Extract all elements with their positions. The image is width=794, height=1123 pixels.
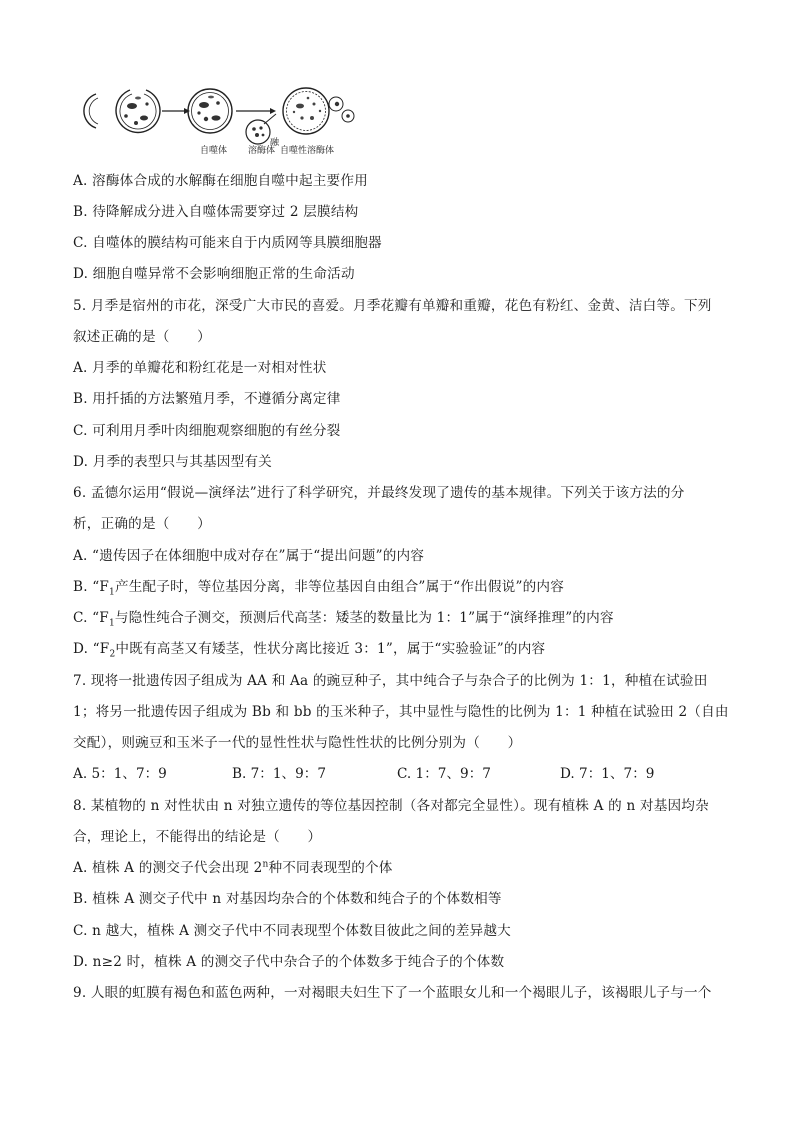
q8-stem-line-2: 合，理论上，不能得出的结论是（ ）	[73, 829, 322, 845]
q9-stem-line-1: 9. 人眼的虹膜有褐色和蓝色两种，一对褐眼夫妇生下了一个蓝眼女儿和一个褐眼儿子，该褐眼儿子与一个	[73, 985, 712, 1001]
q8-option-b: B. 植株 A 测交子代中 n 对基因均杂合的个体数和纯合子的个体数相等	[73, 891, 502, 907]
q7-option-c: C. 1：7、9：7	[397, 766, 491, 782]
q7-stem-line-1: 7. 现将一批遗传因子组成为 AA 和 Aa 的豌豆种子，其中纯合子与杂合子的比例为 1：1，种植在试验田	[73, 673, 708, 689]
q6-stem-line-2: 析，正确的是（ ）	[73, 516, 211, 532]
q7-stem-line-3: 交配），则豌豆和玉米子一代的显性性状与隐性性状的比例分别为（ ）	[73, 735, 522, 751]
q5-option-c: C. 可利用月季叶肉细胞观察细胞的有丝分裂	[73, 423, 341, 439]
q7-option-a: A. 5：1、7：9	[73, 766, 167, 782]
q5-option-b: B. 用扦插的方法繁殖月季，不遵循分离定律	[73, 391, 341, 407]
engulfing-cell-shape	[116, 90, 160, 132]
q7-option-b: B. 7：1、9：7	[232, 766, 327, 782]
lysosome-shape	[246, 120, 270, 144]
phagophore-shape	[84, 94, 96, 128]
q6-stem-line-1: 6. 孟德尔运用“假说—演绎法”进行了科学研究，并最终发现了遗传的基本规律。下列关于该方法的分	[73, 485, 685, 501]
q4-option-c: C. 自噬体的膜结构可能来自于内质网等具膜细胞器	[73, 235, 382, 251]
q6-option-d: D. “$F_2$中既有高茎又有矮茎，性状分离比接近 3：1”，属于“实验验证”的内容	[73, 641, 546, 660]
q5-stem-line-1: 5. 月季是宿州的市花，深受广大市民的喜爱。月季花瓣有单瓣和重瓣，花色有粉红、金黄、洁白等。下列	[73, 298, 712, 314]
label-autophagosome: 自噬体	[200, 146, 228, 156]
q8-option-c: C. n 越大，植株 A 测交子代中不同表现型个体数目彼此之间的差异越大	[73, 923, 511, 939]
q6-option-c: C. “$F_1$与隐性纯合子测交，预测后代高茎：矮茎的数量比为 1：1”属于“演绎推理”的内容	[73, 610, 614, 629]
autophagy-diagram	[74, 78, 364, 160]
q8-stem-line-1: 8. 某植物的 n 对性状由 n 对独立遗传的等位基因控制（各对都完全显性）。现有植株 A 的 n 对基因均杂	[73, 798, 709, 814]
q6-option-a: A. “遗传因子在体细胞中成对存在”属于“提出问题”的内容	[73, 548, 425, 564]
q6-option-b: B. “$F_1$产生配子时，等位基因分离，非等位基因自由组合”属于“作出假说”的内容	[73, 579, 565, 598]
label-fusion: 融	[270, 138, 280, 148]
q7-stem-line-2: 1；将另一批遗传因子组成为 Bb 和 bb 的玉米种子，其中显性与隐性的比例为 1：1 种植在试验田 2（自由	[73, 704, 729, 720]
autolysosome-shape	[283, 88, 329, 134]
q5-option-d: D. 月季的表型只与其基因型有关	[73, 454, 272, 470]
label-lysosome: 溶酶体	[248, 146, 276, 156]
autophagosome-shape	[188, 89, 232, 133]
q5-stem-line-2: 叙述正确的是（ ）	[73, 329, 211, 345]
q4-option-d: D. 细胞自噬异常不会影响细胞正常的生命活动	[73, 266, 355, 282]
q8-option-d: D. n≥2 时，植株 A 的测交子代中杂合子的个体数多于纯合子的个体数	[73, 954, 505, 970]
q7-option-d: D. 7：1、7：9	[560, 766, 655, 782]
label-autolysosome: 自噬性溶酶体	[280, 146, 335, 156]
q8-option-a: A. 植株 A 的测交子代会出现 2$^n$种不同表现型的个体	[73, 859, 393, 876]
q5-option-a: A. 月季的单瓣花和粉红花是一对相对性状	[73, 360, 327, 376]
q4-option-a: A. 溶酶体合成的水解酶在细胞自噬中起主要作用	[73, 173, 368, 189]
q4-option-b: B. 待降解成分进入自噬体需要穿过 2 层膜结构	[73, 204, 359, 220]
